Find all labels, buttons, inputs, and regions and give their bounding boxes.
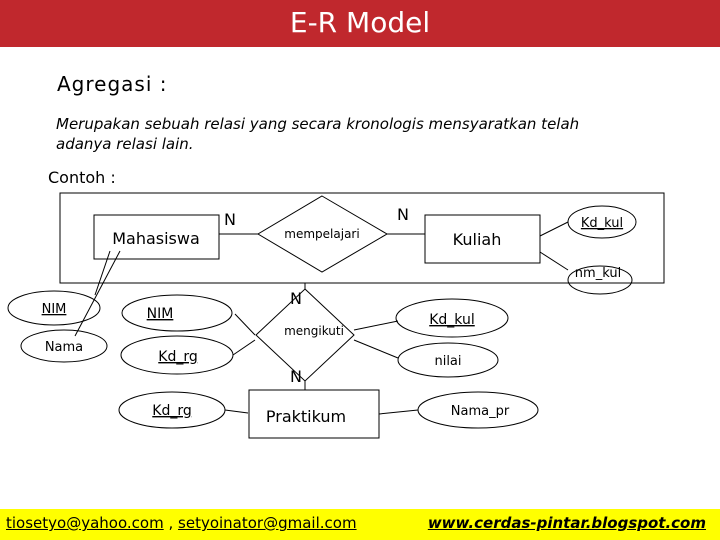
relationship-mempelajari-label: mempelajari: [284, 227, 360, 241]
attr-nilai-label: nilai: [434, 354, 462, 369]
attr-nmkul-label: nm_kul: [574, 266, 622, 281]
attr-namapr-label: Nama_pr: [450, 404, 510, 419]
footer-contacts: [6, 514, 357, 532]
footer-email-link-2[interactable]: setyoinator@gmail.com: [178, 514, 357, 532]
attr-nama-label: Nama: [44, 340, 84, 355]
line-kdrg-mengikuti: [233, 340, 255, 355]
attr-nim-left-label: NIM: [41, 302, 67, 317]
line-kdrg-praktikum: [225, 410, 248, 413]
attr-kdrg-center-label: Kd_rg: [158, 349, 198, 365]
entity-praktikum-label: Praktikum: [265, 407, 347, 426]
attr-nim-center-shape: [122, 295, 232, 331]
line-kuliah-kdkul: [540, 222, 568, 236]
cardinality-mahasiswa-mempelajari: N: [224, 210, 236, 229]
relationship-mengikuti-label: mengikuti: [284, 324, 344, 338]
line-mahasiswa-nama: [75, 251, 120, 336]
entity-mahasiswa-label: Mahasiswa: [112, 229, 200, 248]
footer-separator: ,: [168, 514, 174, 532]
section-heading: Agregasi :: [57, 72, 168, 96]
line-mengikuti-nilai: [354, 340, 398, 358]
line-nim-mengikuti: [235, 314, 255, 335]
slide-title: E-R Model: [289, 6, 431, 39]
line-mahasiswa-nim: [95, 251, 110, 295]
entity-kuliah-label: Kuliah: [452, 230, 502, 249]
cardinality-mempelajari-kuliah: N: [397, 205, 409, 224]
attr-kdrg-bottom-label: Kd_rg: [152, 403, 192, 419]
attr-nim-center-label: NIM: [146, 306, 174, 322]
section-description: Merupakan sebuah relasi yang secara kronologis mensyaratkan telah adanya relasi lain.: [56, 115, 580, 153]
line-kuliah-nmkul: [540, 252, 568, 270]
footer-email-link-1[interactable]: tiosetyo@yahoo.com: [6, 514, 164, 532]
line-mengikuti-kdkul: [354, 321, 398, 330]
footer-website-link[interactable]: www.cerdas-pintar.blogspot.com: [427, 514, 706, 532]
line-praktikum-namapr: [379, 410, 418, 414]
attr-kdkul-right-label: Kd_kul: [429, 312, 475, 328]
cardinality-mengikuti-aggregate: N: [290, 289, 302, 308]
example-label: Contoh :: [48, 168, 116, 187]
cardinality-mengikuti-praktikum: N: [290, 367, 302, 386]
attr-kdkul-top-label: Kd_kul: [580, 216, 624, 231]
